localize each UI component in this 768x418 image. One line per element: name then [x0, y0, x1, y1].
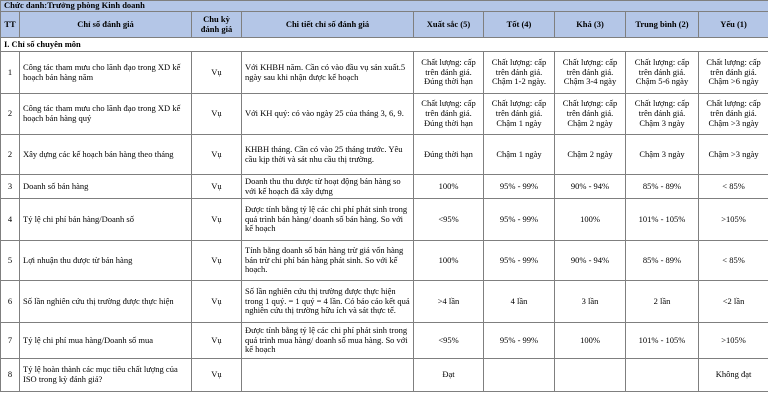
- cell-index: Lợi nhuận thu được từ bán hàng: [20, 241, 192, 281]
- cell-average: 85% - 89%: [626, 175, 699, 199]
- cell-cycle: Vụ: [192, 359, 242, 392]
- table-row: [1, 281, 768, 323]
- header-weak: Yếu (1): [699, 12, 768, 38]
- table-row: [1, 94, 768, 135]
- table-row: [1, 135, 768, 175]
- cell-detail: KHBH tháng. Cần có vào 25 tháng trước. Yêu cầu kịp thời và sát nhu cầu thị trường.: [242, 135, 414, 175]
- header-cycle: Chu kỳ đánh giá: [192, 12, 242, 38]
- cell-excellent: <95%: [414, 323, 484, 359]
- table-row: [1, 359, 768, 392]
- cell-fair: 90% - 94%: [555, 175, 626, 199]
- cell-index: Công tác tham mưu cho lãnh đạo trong XD kế hoạch bán hàng quý: [20, 94, 192, 135]
- cell-detail: Với KHBH năm. Cần có vào đầu vụ sản xuất.5 ngày sau khi nhận được kế hoạch: [242, 52, 414, 94]
- cell-average: Chất lượng: cấp trên đánh giá. Chậm 3 ngày: [626, 94, 699, 135]
- header-excellent: Xuất sắc (5): [414, 12, 484, 38]
- cell-index: Tỷ lệ chi phí bán hàng/Doanh số: [20, 199, 192, 241]
- cell-fair: [555, 359, 626, 392]
- cell-cycle: Vụ: [192, 199, 242, 241]
- cell-tt: 7: [1, 323, 20, 359]
- header-average: Trung bình (2): [626, 12, 699, 38]
- cell-average: 2 lần: [626, 281, 699, 323]
- cell-index: Số lần nghiên cứu thị trường được thực hiện: [20, 281, 192, 323]
- section-row: [1, 38, 768, 52]
- cell-weak: Chất lượng: cấp trên đánh giá. Chậm >6 ngày: [699, 52, 768, 94]
- cell-index: Công tác tham mưu cho lãnh đạo trong XD kế hoạch bán hàng năm: [20, 52, 192, 94]
- cell-fair: Chất lượng: cấp trên đánh giá. Chậm 2 ngày: [555, 94, 626, 135]
- cell-average: 101% - 105%: [626, 199, 699, 241]
- cell-fair: 100%: [555, 199, 626, 241]
- cell-excellent: Đúng thời hạn: [414, 135, 484, 175]
- cell-average: Chất lượng: cấp trên đánh giá. Chậm 5-6 ngày: [626, 52, 699, 94]
- cell-detail: Với KH quý: có vào ngày 25 của tháng 3, 6, 9.: [242, 94, 414, 135]
- cell-average: 85% - 89%: [626, 241, 699, 281]
- table-row: [1, 175, 768, 199]
- cell-tt: 5: [1, 241, 20, 281]
- cell-fair: Chậm 2 ngày: [555, 135, 626, 175]
- section-title: I. Chỉ số chuyên môn: [1, 38, 768, 52]
- cell-good: 95% - 99%: [484, 199, 555, 241]
- table-title: Chức danh:Trưởng phòng Kinh doanh: [1, 1, 768, 12]
- cell-good: 95% - 99%: [484, 175, 555, 199]
- cell-good: Chậm 1 ngày: [484, 135, 555, 175]
- cell-detail: [242, 359, 414, 392]
- cell-excellent: >4 lần: [414, 281, 484, 323]
- cell-fair: 100%: [555, 323, 626, 359]
- cell-fair: Chất lượng: cấp trên đánh giá. Chậm 3-4 ngày: [555, 52, 626, 94]
- cell-excellent: Đạt: [414, 359, 484, 392]
- cell-good: 95% - 99%: [484, 241, 555, 281]
- cell-tt: 2: [1, 94, 20, 135]
- cell-good: Chất lượng: cấp trên đánh giá. Chậm 1 ngày: [484, 94, 555, 135]
- cell-fair: 90% - 94%: [555, 241, 626, 281]
- cell-weak: >105%: [699, 199, 768, 241]
- cell-excellent: <95%: [414, 199, 484, 241]
- cell-index: Doanh số bán hàng: [20, 175, 192, 199]
- cell-good: 95% - 99%: [484, 323, 555, 359]
- cell-cycle: Vụ: [192, 94, 242, 135]
- cell-average: [626, 359, 699, 392]
- cell-weak: Chất lượng: cấp trên đánh giá. Chậm >3 ngày: [699, 94, 768, 135]
- cell-weak: >105%: [699, 323, 768, 359]
- cell-tt: 2: [1, 135, 20, 175]
- table-row: [1, 199, 768, 241]
- table-header-row: [1, 12, 768, 38]
- cell-weak: Không đạt: [699, 359, 768, 392]
- cell-fair: 3 lần: [555, 281, 626, 323]
- cell-detail: Được tính bằng tỷ lệ các chi phí phát sinh trong quá trình mua hàng/ doanh số mua hàng. So với kế hoạch: [242, 323, 414, 359]
- header-tt: TT: [1, 12, 20, 38]
- cell-weak: Chậm >3 ngày: [699, 135, 768, 175]
- cell-cycle: Vụ: [192, 175, 242, 199]
- cell-index: Tỷ lệ chi phí mua hàng/Doanh số mua: [20, 323, 192, 359]
- cell-weak: <2 lần: [699, 281, 768, 323]
- cell-cycle: Vụ: [192, 135, 242, 175]
- cell-tt: 3: [1, 175, 20, 199]
- cell-excellent: 100%: [414, 175, 484, 199]
- cell-tt: 1: [1, 52, 20, 94]
- cell-detail: Được tính bằng tỷ lệ các chi phí phát sinh trong quá trình bán hàng/ doanh số bán hàng. So với kế hoạch: [242, 199, 414, 241]
- cell-average: Chậm 3 ngày: [626, 135, 699, 175]
- cell-weak: < 85%: [699, 241, 768, 281]
- table-row: [1, 52, 768, 94]
- cell-excellent: Chất lượng: cấp trên đánh giá. Đúng thời hạn: [414, 52, 484, 94]
- cell-cycle: Vụ: [192, 241, 242, 281]
- cell-good: 4 lần: [484, 281, 555, 323]
- cell-index: Xây dựng các kế hoạch bán hàng theo tháng: [20, 135, 192, 175]
- cell-good: Chất lượng: cấp trên đánh giá. Chậm 1-2 ngày.: [484, 52, 555, 94]
- cell-cycle: Vụ: [192, 52, 242, 94]
- cell-excellent: 100%: [414, 241, 484, 281]
- cell-cycle: Vụ: [192, 281, 242, 323]
- header-index: Chỉ số đánh giá: [20, 12, 192, 38]
- cell-index: Tỷ lệ hoàn thành các mục tiêu chất lượng của ISO trong kỳ đánh giá?: [20, 359, 192, 392]
- cell-cycle: Vụ: [192, 323, 242, 359]
- cell-detail: Số lần nghiên cứu thị trường được thực hiện trong 1 quý. = 1 quý = 4 lần. Có báo cáo kết quả nghiên cứu thị trường hữu ích và sát thực tế.: [242, 281, 414, 323]
- table-row: [1, 323, 768, 359]
- cell-detail: Doanh thu thu được từ hoạt động bán hàng so với kế hoạch đã xây dựng: [242, 175, 414, 199]
- cell-good: [484, 359, 555, 392]
- cell-detail: Tính bằng doanh số bán hàng trừ giá vốn hàng bán trừ chi phí bán hàng phát sinh. So với kế hoạch.: [242, 241, 414, 281]
- table-row: [1, 241, 768, 281]
- header-detail: Chi tiết chỉ số đánh giá: [242, 12, 414, 38]
- cell-average: 101% - 105%: [626, 323, 699, 359]
- header-good: Tốt (4): [484, 12, 555, 38]
- cell-excellent: Chất lượng: cấp trên đánh giá. Đúng thời hạn: [414, 94, 484, 135]
- cell-weak: < 85%: [699, 175, 768, 199]
- cell-tt: 8: [1, 359, 20, 392]
- header-fair: Khá (3): [555, 12, 626, 38]
- cell-tt: 6: [1, 281, 20, 323]
- cell-tt: 4: [1, 199, 20, 241]
